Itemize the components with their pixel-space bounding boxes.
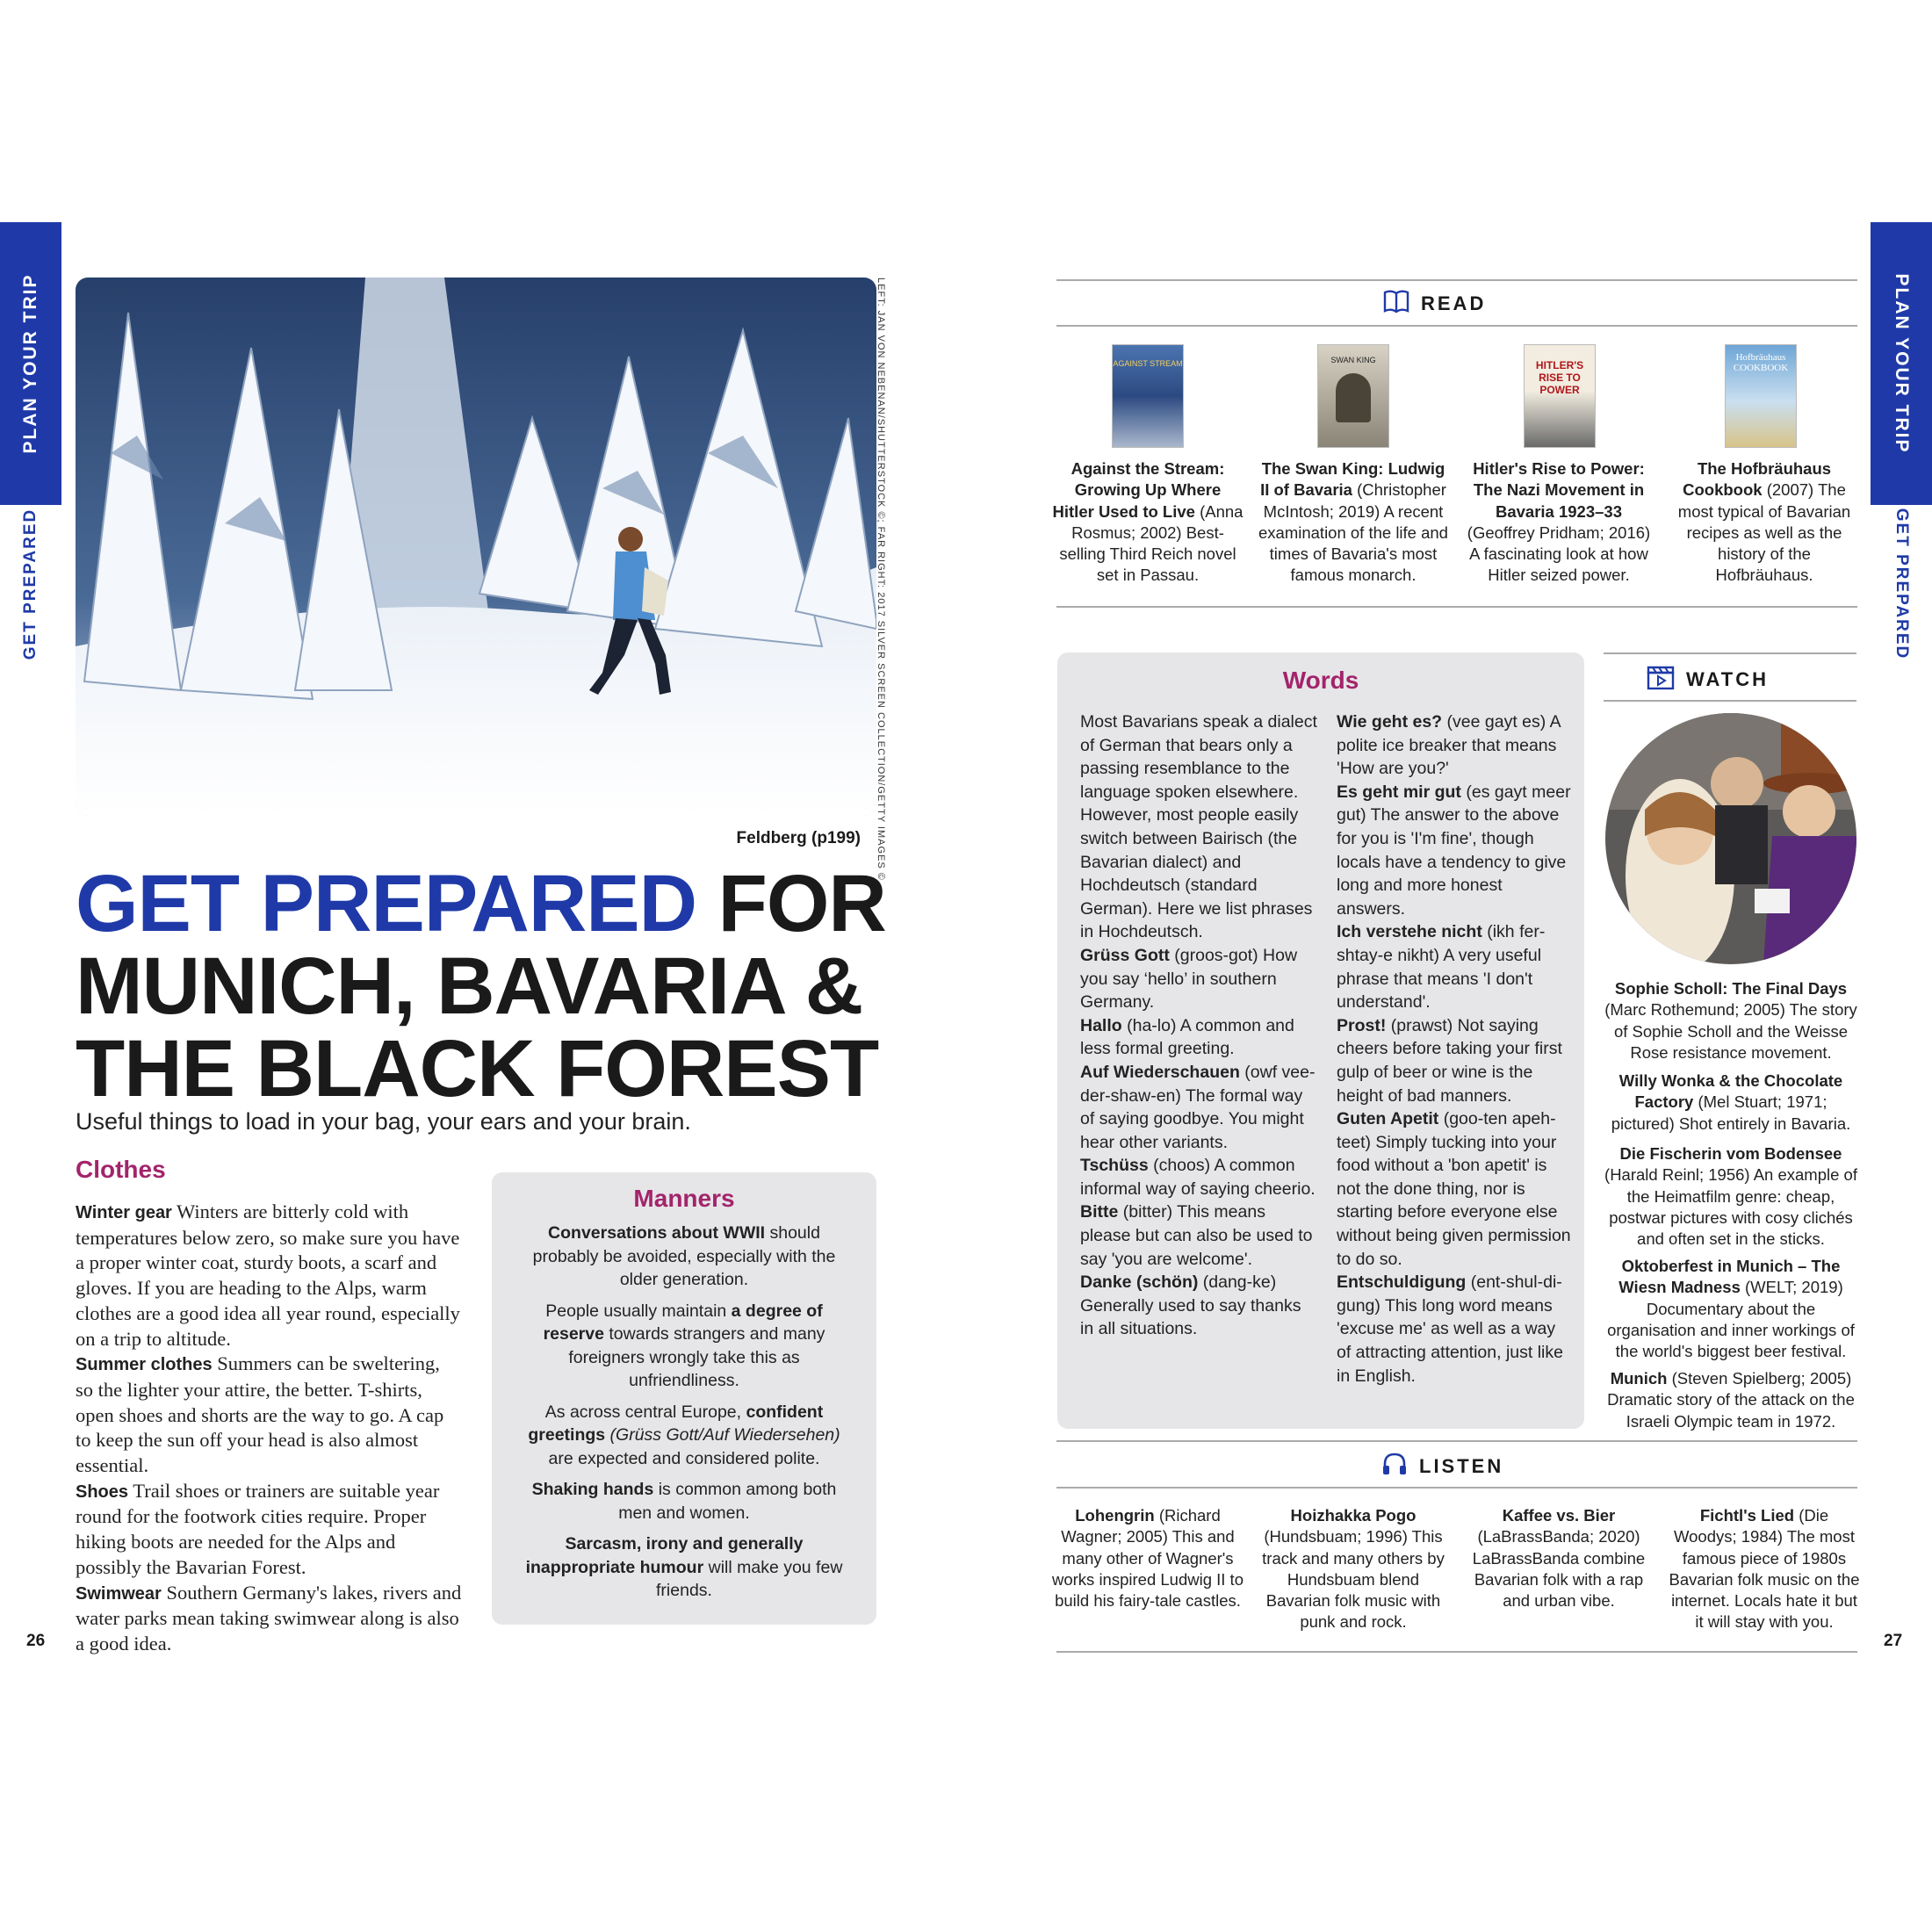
feldberg-photo [76, 278, 876, 816]
word-text: (owf vee-der-shaw-en) The formal way of saying goodbye. You might hear other variants. [1080, 1062, 1316, 1152]
word-term: Prost! [1337, 1015, 1387, 1035]
manners-item [515, 1222, 854, 1292]
manners-text: towards strangers and many foreigners wrongly take this as unfriendliness. [568, 1324, 825, 1390]
watch-desc: (Steven Spielberg; 2005) Dramatic story of the attack on the Israeli Olympic team in 1972. [1607, 1369, 1855, 1431]
book-title: Against the Stream: Growing Up Where Hitler Used to Live [1052, 459, 1225, 521]
manners-item [515, 1532, 854, 1603]
manners-bold: a degree of reserve [543, 1301, 823, 1344]
watch-title: Willy Wonka & the Chocolate Factory [1618, 1071, 1843, 1112]
word-term: Wie geht es? [1337, 712, 1443, 732]
manners-item [515, 1300, 854, 1393]
manners-bold: Conversations about WWII [548, 1223, 766, 1243]
book-entry-3 [1463, 458, 1654, 587]
manners-text: will make you few friends. [656, 1557, 843, 1600]
book-cover-title: Hofbräuhaus COOKBOOK [1733, 352, 1789, 373]
watch-entry-5 [1604, 1368, 1858, 1432]
book-cover-2 [1317, 344, 1389, 448]
listen-desc: (Die Woodys; 1984) The most famous piece of 1980s Bavarian folk music on the internet. Locals hate it but it will stay with you. [1669, 1506, 1860, 1632]
manners-text: is common among both men and women. [618, 1480, 837, 1523]
watch-rule-top [1604, 652, 1856, 654]
words-intro: Most Bavarians speak a dialect of German that bears only a passing resemblance to the language spoken elsewhere. However, most people easily switch between Bairisch (the Bavarian dialect) and Hochdeutsch (standard German). Here we list phrases in Hochdeutsch. [1080, 712, 1317, 942]
word-text: (goo-ten apeh-teet) Simply tucking into your food without a 'bon apetit' is not the done thing, nor is starting before everyone else without being given permission to do so. [1337, 1109, 1571, 1269]
side-sub-label: GET PREPARED [1892, 508, 1911, 660]
clothes-heading: Clothes [76, 1156, 166, 1183]
word-text: (bitter) This means please but can also be used to say 'you are welcome'. [1080, 1202, 1313, 1269]
listen-rule-top [1056, 1440, 1857, 1442]
word-text: (choos) A common informal way of saying cheerio. [1080, 1156, 1316, 1199]
side-tab-get-prepared [0, 508, 61, 660]
side-tab-get-prepared-right [1871, 508, 1932, 660]
listen-title: Hoizhakka Pogo [1290, 1506, 1417, 1525]
listen-entry-3 [1463, 1505, 1654, 1611]
book-title: Hitler's Rise to Power: The Nazi Movement in Bavaria 1923–33 [1473, 459, 1645, 521]
read-rule-bottom [1056, 606, 1857, 608]
watch-title: Munich [1610, 1369, 1668, 1388]
listen-entry-2 [1258, 1505, 1449, 1633]
manners-text: are expected and considered polite. [548, 1448, 820, 1468]
page-number-left: 26 [26, 1632, 46, 1650]
word-term: Auf Wiederschauen [1080, 1062, 1240, 1082]
headphones-icon [1381, 1451, 1409, 1482]
word-term: Ich verstehe nicht [1337, 922, 1482, 942]
watch-entry-1 [1604, 978, 1858, 1063]
word-term: Guten Apetit [1337, 1109, 1439, 1129]
title-line1-rest: FOR [696, 859, 886, 948]
listen-rule-under [1056, 1487, 1857, 1489]
clothes-body [76, 1200, 462, 1657]
watch-title: Oktoberfest in Munich – The Wiesn Madness [1618, 1257, 1841, 1297]
photo-caption: Feldberg (p199) [736, 829, 861, 847]
book-entry-1 [1052, 458, 1244, 587]
word-term: Hallo [1080, 1015, 1122, 1035]
manners-bold: confident greetings [528, 1402, 824, 1445]
book-desc: (Geoffrey Pridham; 2016) A fascinating look at how Hitler seized power. [1467, 523, 1651, 585]
listen-label-text: LISTEN [1419, 1455, 1504, 1477]
watch-desc: (Mel Stuart; 1971; pictured) Shot entirely in Bavaria. [1611, 1092, 1851, 1133]
words-col-right [1337, 710, 1574, 1388]
word-text: (vee gayt es) A polite ice breaker that means 'How are you?' [1337, 712, 1561, 779]
manners-bold: Shaking hands [531, 1480, 654, 1499]
word-text: (ha-lo) A common and less formal greeting. [1080, 1015, 1294, 1059]
book-cover-title: HITLER'S RISE TO POWER [1535, 359, 1584, 396]
word-term: Bitte [1080, 1202, 1119, 1222]
word-text: (ikh fer-shtay-e nikht) A very useful phrase that means 'I don't understand'. [1337, 922, 1546, 1013]
clothes-text: Trail shoes or trainers are suitable year round for the footwork cities require. Proper hiking boots are needed for the Alps and possibly the Bavarian Forest. [76, 1479, 440, 1578]
word-text: (prawst) Not saying cheers before taking your first gulp of beer or wine is the height of bad manners. [1337, 1015, 1562, 1106]
words-col-left [1080, 710, 1317, 1341]
watch-title: Die Fischerin vom Bodensee [1619, 1144, 1842, 1163]
page-subtitle: Useful things to load in your bag, your ears and your brain. [76, 1108, 691, 1135]
listen-desc: (Richard Wagner; 2005) This and many other of Wagner's works inspired Ludwig II to build his fairy-tale castles. [1052, 1506, 1244, 1611]
side-tab-label: PLAN YOUR TRIP [20, 273, 40, 454]
listen-entry-4 [1669, 1505, 1860, 1633]
book-cover-title: AGAINST STREAM [1113, 359, 1183, 368]
manners-heading: Manners [633, 1185, 735, 1212]
watch-desc: (WELT; 2019) Documentary about the organisation and inner workings of the world's biggest beer festival. [1607, 1278, 1855, 1361]
clothes-text: Summers can be sweltering, so the lighter your attire, the better. T-shirts, open shoes and shorts are the way to go. A cap to keep the sun off your head is also almost essential. [76, 1352, 444, 1477]
listen-title: Lohengrin [1075, 1506, 1155, 1525]
manners-item [515, 1401, 854, 1471]
clothes-term: Shoes [76, 1481, 129, 1502]
word-term: Grüss Gott [1080, 945, 1170, 965]
read-rule-under [1056, 325, 1857, 327]
word-term: Es geht mir gut [1337, 782, 1461, 802]
listen-desc: (Hundsbuam; 1996) This track and many others by Hundsbuam blend Bavarian folk music with punk and rock. [1262, 1527, 1445, 1632]
side-tab-plan-your-trip-right [1871, 222, 1932, 505]
word-text: (dang-ke) Generally used to say thanks in all situations. [1080, 1272, 1301, 1339]
book-desc: (2007) The most typical of Bavarian recipes as well as the history of the Hofbräuhaus. [1677, 480, 1851, 585]
read-rule-top [1056, 279, 1857, 281]
film-clapper-icon [1646, 664, 1676, 696]
words-heading: Words [1282, 667, 1359, 694]
watch-label-text: WATCH [1686, 668, 1770, 690]
manners-text: As across central Europe, [544, 1402, 746, 1422]
book-entry-2 [1258, 458, 1449, 587]
page-title [76, 859, 919, 1114]
listen-desc: (LaBrassBanda; 2020) LaBrassBanda combine Bavarian folk with a rap and urban vibe. [1472, 1527, 1646, 1611]
book-title: The Swan King: Ludwig II of Bavaria [1260, 459, 1445, 500]
manners-bold: Sarcasm, irony and generally inappropriate humour [525, 1534, 804, 1577]
watch-title: Sophie Scholl: The Final Days [1614, 979, 1848, 998]
listen-label [1381, 1451, 1503, 1482]
listen-entry-1 [1052, 1505, 1244, 1611]
clothes-text: Winters are bitterly cold with temperatures below zero, so make sure you have a proper winter coat, sturdy boots, a scarf and gloves. If you are heading to the Alps, warm clothes are a good idea all year round, especially on a trip to altitude. [76, 1200, 460, 1350]
book-desc: (Anna Rosmus; 2002) Best-selling Third Reich novel set in Passau. [1059, 501, 1244, 585]
watch-rule-under [1604, 700, 1856, 702]
clothes-term: Summer clothes [76, 1355, 213, 1375]
word-text: (ent-shul-di-gung) This long word means 'excuse me' as well as a way of attracting attention, just like in English. [1337, 1272, 1563, 1386]
book-icon [1382, 288, 1410, 320]
book-cover-1 [1112, 344, 1184, 448]
book-cover-4 [1725, 344, 1797, 448]
book-cover-title: SWAN KING [1330, 356, 1376, 364]
listen-title: Fichtl's Lied [1699, 1506, 1795, 1525]
manners-item [515, 1478, 854, 1525]
manners-text: People usually maintain [545, 1301, 732, 1321]
side-sub-label: GET PREPARED [21, 508, 40, 660]
book-title: The Hofbräuhaus Cookbook [1683, 459, 1832, 500]
read-label-text: READ [1421, 292, 1487, 314]
watch-desc: (Marc Rothemund; 2005) The story of Sophie Scholl and the Weisse Rose resistance movement. [1604, 1000, 1857, 1062]
listen-title: Kaffee vs. Bier [1502, 1506, 1616, 1525]
title-line3: THE BLACK FOREST [76, 1024, 879, 1114]
photo-credit-text: LEFT: JAN VON NEBENAN/SHUTTERSTOCK ©; FAR RIGHT: 2017 SILVER SCREEN COLLECTION/GETTY IMAGES © [876, 278, 886, 881]
word-term: Tschüss [1080, 1156, 1149, 1176]
page-number-right: 27 [1884, 1632, 1903, 1650]
side-tab-plan-your-trip [0, 222, 61, 505]
word-text: (groos-got) How you say ‘hello’ in southern Germany. [1080, 945, 1298, 1013]
title-blue: GET PREPARED [76, 859, 697, 948]
word-term: Entschuldigung [1337, 1272, 1467, 1293]
word-term: Danke (schön) [1080, 1272, 1199, 1293]
watch-entry-3 [1604, 1143, 1858, 1250]
side-tab-label: PLAN YOUR TRIP [1892, 273, 1912, 454]
clothes-term: Winter gear [76, 1203, 172, 1222]
watch-label [1646, 664, 1769, 696]
manners-italic: (Grüss Gott/Auf Wiedersehen) [605, 1425, 840, 1445]
watch-desc: (Harald Reinl; 1956) An example of the Heimatfilm genre: cheap, postwar pictures with cosy clichés and often set in the sticks. [1604, 1165, 1857, 1249]
photo-credit [876, 278, 903, 881]
manners-box [492, 1172, 876, 1625]
title-line2: MUNICH, BAVARIA & [76, 941, 863, 1031]
read-label [1382, 288, 1486, 320]
words-box [1057, 652, 1584, 1429]
watch-entry-2 [1604, 1071, 1858, 1135]
listen-rule-bottom [1056, 1651, 1857, 1653]
clothes-text: Southern Germany's lakes, rivers and water parks mean taking swimwear along is also a good idea. [76, 1581, 462, 1654]
watch-entry-4 [1604, 1256, 1858, 1362]
word-text: (es gayt meer gut) The answer to the above for you is 'I'm fine', though locals have a tendency to give long and more honest answers. [1337, 782, 1571, 919]
book-entry-4 [1669, 458, 1860, 587]
clothes-term: Swimwear [76, 1583, 162, 1604]
book-cover-3 [1524, 344, 1596, 448]
manners-text: should probably be avoided, especially with the older generation. [532, 1223, 836, 1289]
book-desc: (Christopher McIntosh; 2019) A recent examination of the life and times of Bavaria's most famous monarch. [1258, 480, 1448, 585]
willy-wonka-photo [1605, 713, 1856, 964]
